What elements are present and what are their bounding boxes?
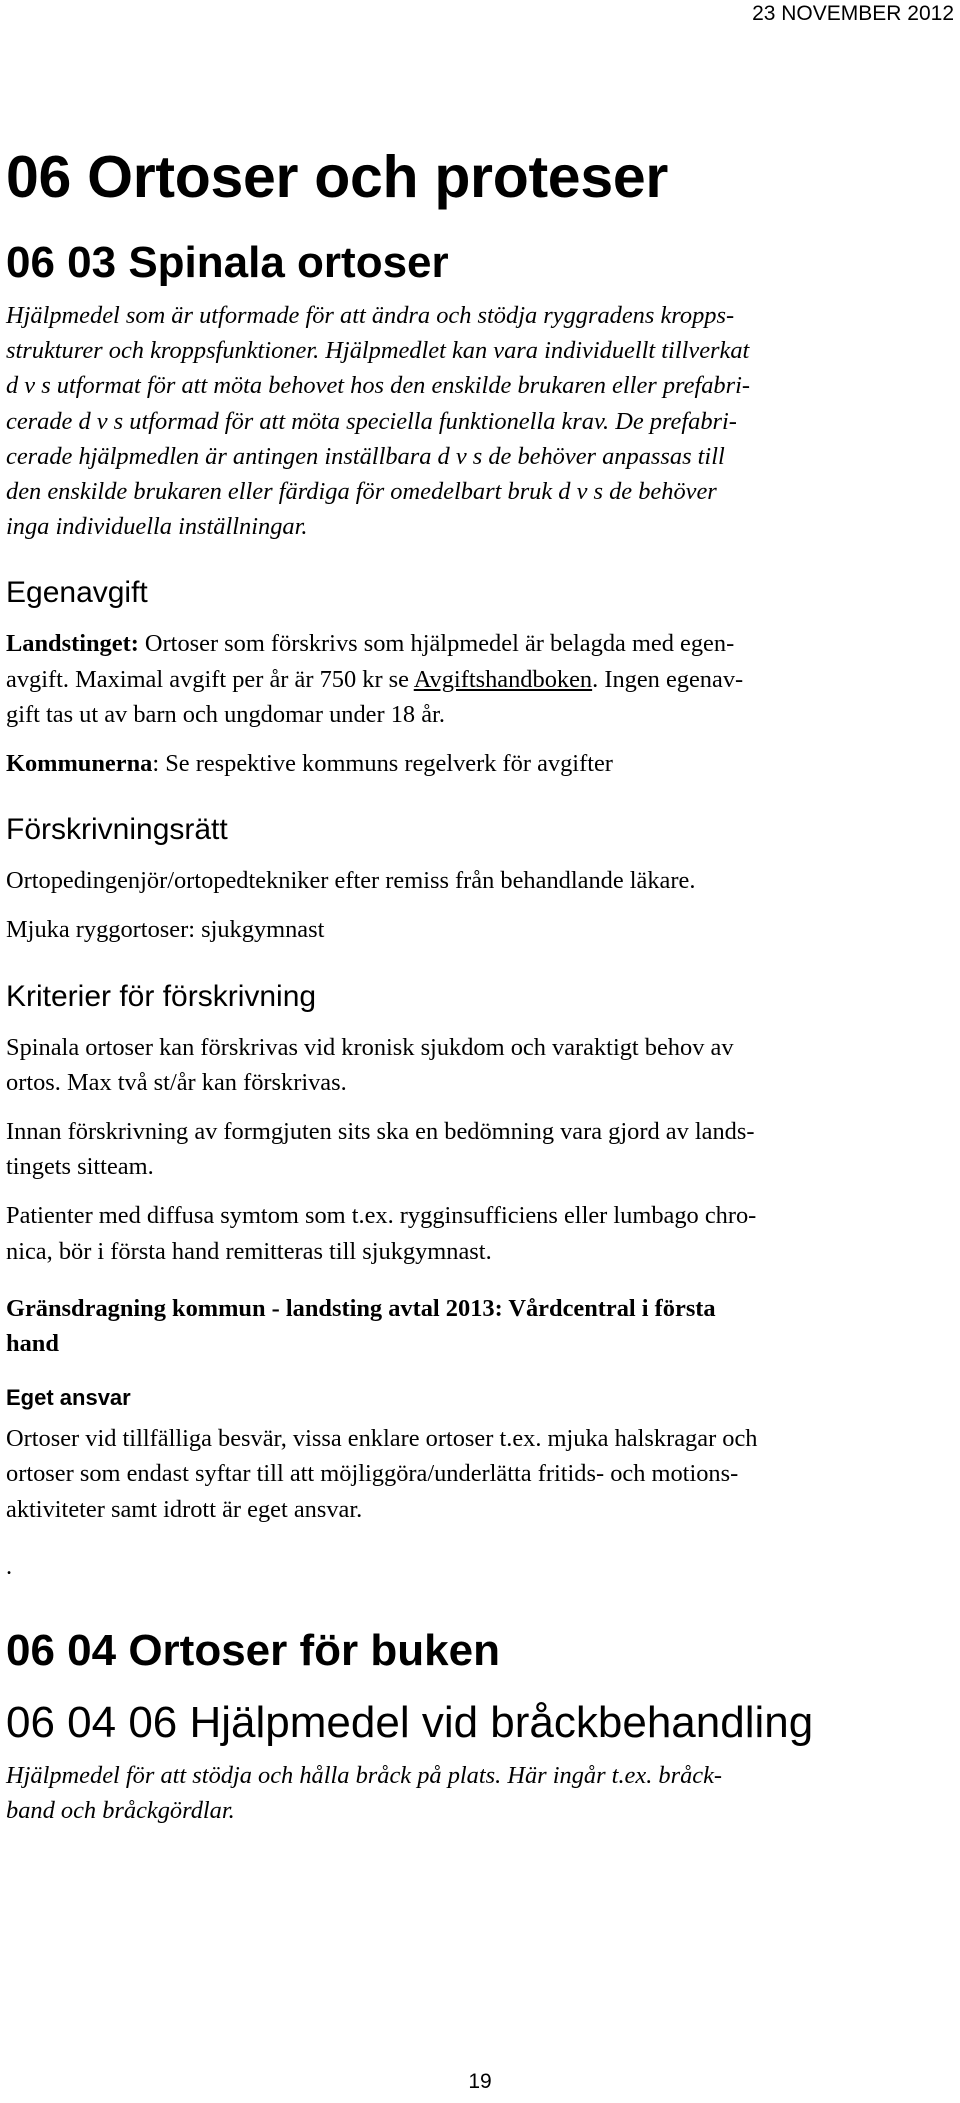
- section-title-0603: 06 03 Spinala ortoser: [6, 238, 449, 287]
- header-date: 23 NOVEMBER 2012: [752, 2, 954, 25]
- kommun-label: Kommunerna: [6, 750, 153, 778]
- egenavgift-kommun-paragraph: [6, 746, 954, 781]
- egenavgift-line-3: gift tas ut av barn och ungdomar under 18 år.: [6, 700, 445, 728]
- intro-line: inga individuella inställningar.: [6, 513, 308, 541]
- forskrivningsratt-line-2: Mjuka ryggortoser: sjukgymnast: [6, 916, 325, 944]
- text-line: nica, bör i första hand remitteras till sjukgymnast.: [6, 1237, 492, 1265]
- kriterier-paragraph-1: [6, 1030, 954, 1100]
- kriterier-paragraph-2: [6, 1114, 954, 1184]
- heading-forskrivningsratt: Förskrivningsrätt: [6, 813, 228, 847]
- page-content: [6, 140, 954, 1828]
- kommun-text: : Se respektive kommuns regelverk för avgifter: [152, 750, 613, 778]
- kriterier-paragraph-3: [6, 1198, 954, 1268]
- text-line: Patienter med diffusa symtom som t.ex. rygginsufficiens eller lumbago chro-: [6, 1202, 757, 1230]
- text-line: hand: [6, 1330, 59, 1358]
- avgiftshandboken-link[interactable]: Avgiftshandboken: [413, 665, 593, 693]
- egenavgift-line-1: [6, 626, 954, 661]
- text-line: ortoser som endast syftar till att möjliggöra/underlätta fritids- och motions-: [6, 1460, 739, 1488]
- intro-line: d v s utformat för att möta behovet hos den enskilde brukaren eller prefabri-: [6, 372, 751, 400]
- heading-egenavgift: Egenavgift: [6, 576, 148, 610]
- stray-period: .: [6, 1552, 13, 1580]
- section-intro-0603: [6, 298, 954, 544]
- egenavgift-landsting-paragraph: [6, 626, 954, 732]
- intro-line: cerade d v s utformad för att möta speciella funktionella krav. De prefabri-: [6, 407, 737, 435]
- heading-eget-ansvar: Eget ansvar: [6, 1385, 131, 1411]
- landsting-label: Landstinget:: [6, 630, 139, 658]
- text-line: tingets sitteam.: [6, 1153, 154, 1181]
- forskrivningsratt-line-1: Ortopedingenjör/ortopedtekniker efter remiss från behandlande läkare.: [6, 867, 696, 895]
- text-line: ortos. Max två st/år kan förskrivas.: [6, 1068, 347, 1096]
- text-line: Gränsdragning kommun - landsting avtal 2013: Vårdcentral i första: [6, 1294, 716, 1322]
- intro-line: cerade hjälpmedlen är antingen inställbara d v s de behöver anpassas till: [6, 442, 725, 470]
- chapter-title: 06 Ortoser och proteser: [6, 144, 669, 210]
- text-line: aktiviteter samt idrott är eget ansvar.: [6, 1495, 363, 1523]
- egenavgift-line-2-pre: avgift. Maximal avgift per år är 750 kr se: [6, 665, 414, 693]
- egenavgift-line-1-text: Ortoser som förskrivs som hjälpmedel är belagda med egen-: [138, 630, 735, 658]
- intro-line: strukturer och kroppsfunktioner. Hjälpmedlet kan vara individuellt tillverkat: [6, 337, 750, 365]
- intro-line: band och bråckgördlar.: [6, 1797, 235, 1825]
- heading-kriterier: Kriterier för förskrivning: [6, 979, 317, 1013]
- intro-line: Hjälpmedel som är utformade för att ändra och stödja ryggradens kropps-: [6, 302, 735, 329]
- intro-line: den enskilde brukaren eller färdiga för omedelbart bruk d v s de behöver: [6, 478, 717, 506]
- gransdragning-heading: [6, 1291, 954, 1361]
- intro-line: Hjälpmedel för att stödja och hålla bråck på plats. Här ingår t.ex. bråck-: [6, 1762, 723, 1790]
- egenavgift-line-2-post: . Ingen egenav-: [592, 665, 744, 693]
- section-intro-060406: [6, 1758, 954, 1828]
- egenavgift-line-2: [6, 662, 954, 697]
- text-line: Spinala ortoser kan förskrivas vid kronisk sjukdom och varaktigt behov av: [6, 1033, 734, 1061]
- text-line: Innan förskrivning av formgjuten sits ska en bedömning vara gjord av lands-: [6, 1118, 755, 1146]
- page-number: 19: [468, 2070, 492, 2093]
- eget-ansvar-paragraph: [6, 1421, 954, 1527]
- section-title-0604: 06 04 Ortoser för buken: [6, 1626, 500, 1676]
- section-title-060406: 06 04 06 Hjälpmedel vid bråckbehandling: [6, 1698, 814, 1748]
- text-line: Ortoser vid tillfälliga besvär, vissa enklare ortoser t.ex. mjuka halskragar och: [6, 1425, 758, 1453]
